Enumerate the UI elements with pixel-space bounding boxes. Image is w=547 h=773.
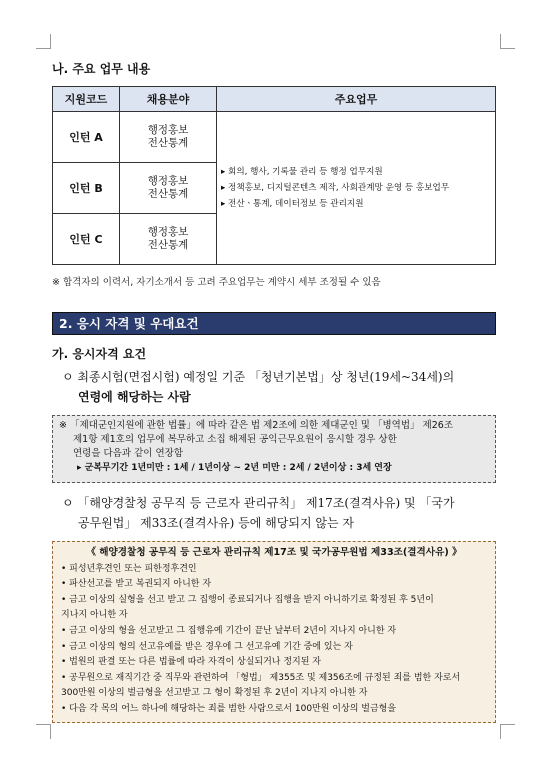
- table-header-row: [53, 87, 496, 112]
- recruit-field-cell: [120, 112, 217, 163]
- duty-item: ▸ 회의, 행사, 기록물 관리 등 행정 업무지원: [221, 167, 383, 177]
- disqualification-item: • 금고 이상의 형을 선고받고 그 집행유예 기간이 끝난 날부터 2년이 지나지 아니한 자: [61, 625, 397, 636]
- requirement-age-line: ㅇ 최종시험(면접시험) 예정일 기준 「청년기본법」상 청년(19세~34세)의: [62, 370, 455, 384]
- note-line: 연령을 다음과 같이 연장함: [73, 448, 184, 459]
- section-banner: 2. 응시 자격 및 우대요건: [52, 312, 496, 335]
- support-code-cell: 인턴 B: [53, 163, 120, 214]
- military-extension-note: [52, 415, 496, 483]
- table-row: [53, 112, 496, 163]
- support-code-cell: 인턴 A: [53, 112, 120, 163]
- section-heading-eligibility: 가. 응시자격 요건: [52, 347, 147, 361]
- requirement-disqualification-line: ㅇ 「해양경찰청 공무직 등 근로자 관리규칙」 제17조(결격사유) 및 「국가: [62, 496, 455, 510]
- disqualification-item: • 법원의 판결 또는 다른 법률에 따라 자격이 상실되거나 정지된 자: [61, 657, 321, 668]
- page-corner-mark: [500, 724, 515, 739]
- disqualification-item: • 다음 각 목의 어느 하나에 해당하는 죄를 범한 사람으로서 100만원 이상의 벌금형을: [61, 703, 397, 714]
- note-line: ▸ 군복무기간 1년미만 : 1세 / 1년이상 ~ 2년 미만 : 2세 / 2년이상 : 3세 연장: [77, 463, 392, 473]
- note-line: 제1항 제1호의 업무에 복무하고 소집 해제된 공익근무요원이 응시할 경우 상한: [73, 434, 397, 445]
- field-line: 행정홍보: [147, 124, 189, 136]
- note-line: ※ 「제대군인지원에 관한 법률」에 따라 같은 법 제2조에 의한 제대군인 및 「병역법」 제26조: [59, 420, 453, 431]
- disqualification-item: • 금고 이상의 실형을 선고 받고 그 집행이 종료되거나 집행을 받지 아니하기로 확정된 후 5년이: [61, 594, 434, 605]
- column-header: 채용분야: [120, 87, 217, 112]
- requirement-age-line: 연령에 해당하는 사람: [78, 390, 191, 404]
- main-duties-cell: [217, 112, 496, 265]
- disqualification-item: • 피성년후견인 또는 피한정후견인: [61, 563, 197, 574]
- disqualification-box: [52, 541, 496, 723]
- disqualification-item: 지나지 아니한 자: [61, 610, 128, 621]
- recruit-field-cell: [120, 163, 217, 214]
- field-line: 전산통계: [147, 137, 189, 149]
- requirement-disqualification-line: 공무원법」 제33조(결격사유) 등에 해당되지 않는 자: [78, 516, 354, 530]
- section-heading-duties: 나. 주요 업무 내용: [52, 62, 151, 76]
- disqualification-title: 《 해양경찰청 공무직 등 근로자 관리규칙 제17조 및 국가공무원법 제33조(결격사유) 》: [86, 547, 462, 558]
- column-header: 주요업무: [217, 87, 496, 112]
- disqualification-item: • 공무원으로 재직기간 중 직무와 관련하여 「형법」 제355조 및 제356조에 규정된 죄를 범한 자로서: [61, 672, 461, 683]
- duty-item: ▸ 정책홍보, 디지털콘텐츠 제작, 사회관계망 운영 등 홍보업무: [221, 183, 450, 193]
- recruit-field-cell: [120, 214, 217, 265]
- duty-item: ▸ 전산ㆍ통계, 데이터정보 등 관리지원: [221, 199, 364, 209]
- field-line: 전산통계: [147, 188, 189, 200]
- field-line: 행정홍보: [147, 175, 189, 187]
- page-corner-mark: [36, 724, 51, 739]
- disqualification-item: 300만원 이상의 벌금형을 선고받고 그 형이 확정된 후 2년이 지나지 아니한 자: [61, 688, 368, 699]
- field-line: 전산통계: [147, 239, 189, 251]
- duties-note: ※ 합격자의 이력서, 자기소개서 등 고려 주요업무는 계약시 세부 조정될 수 있음: [52, 277, 381, 288]
- duty-table: [52, 86, 496, 265]
- support-code-cell: 인턴 C: [53, 214, 120, 265]
- page-corner-mark: [36, 34, 51, 49]
- column-header: 지원코드: [53, 87, 120, 112]
- disqualification-item: • 금고 이상의 형의 선고유예를 받은 경우에 그 선고유예 기간 중에 있는 자: [61, 641, 353, 652]
- disqualification-item: • 파산선고를 받고 복권되지 아니한 자: [61, 579, 212, 590]
- field-line: 행정홍보: [147, 226, 189, 238]
- page-corner-mark: [500, 34, 515, 49]
